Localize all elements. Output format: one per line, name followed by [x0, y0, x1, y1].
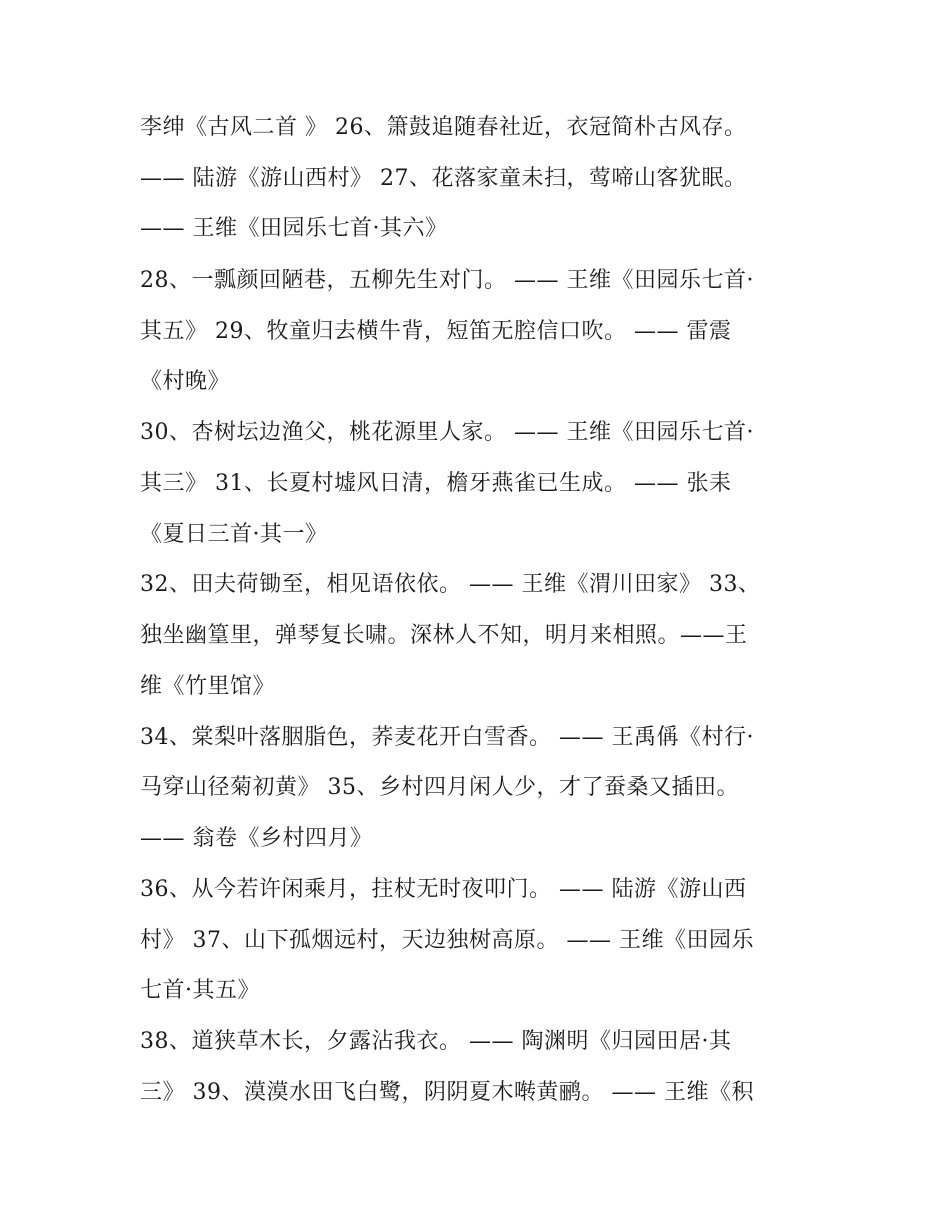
text-line: 28、一瓢颜回陋巷，五柳先生对门。 —— 王维《田园乐七首· [140, 268, 754, 293]
text-line: 38、道狭草木长，夕露沾我衣。 —— 陶渊明《归园田居·其 [140, 1029, 732, 1054]
text-line: 独坐幽篁里，弹琴复长啸。深林人不知，明月来相照。——王 [140, 623, 748, 648]
text-line: —— 翁卷《乡村四月》 [140, 826, 373, 851]
text-line: 其三》 31、长夏村墟风日清，檐牙燕雀已生成。 —— 张耒 [140, 471, 732, 496]
text-line: 36、从今若许闲乘月，拄杖无时夜叩门。 —— 陆游《游山西 [140, 877, 747, 902]
text-line: 三》 39、漠漠水田飞白鹭，阴阴夏木啭黄鹂。 —— 王维《积 [140, 1080, 754, 1105]
text-line: —— 王维《田园乐七首·其六》 [140, 216, 448, 241]
text-line: 七首·其五》 [140, 978, 260, 1003]
text-line: 维《竹里馆》 [140, 674, 276, 699]
text-line: 李绅《古风二首 》 26、箫鼓追随春社近，衣冠简朴古风存。 [140, 115, 747, 140]
text-line: 32、田夫荷锄至，相见语依依。 —— 王维《渭川田家》 33、 [140, 572, 761, 597]
text-line: —— 陆游《游山西村》 27、花落家童未扫，莺啼山客犹眠。 [140, 166, 747, 191]
text-line: 《村晚》 [140, 369, 231, 394]
text-line: 34、棠梨叶落胭脂色，荞麦花开白雪香。 —— 王禹偁《村行· [140, 725, 754, 750]
text-line: 《夏日三首·其一》 [140, 522, 328, 547]
text-line: 30、杏树坛边渔父，桃花源里人家。 —— 王维《田园乐七首· [140, 420, 754, 445]
text-line: 村》 37、山下孤烟远村，天边独树高原。 —— 王维《田园乐 [140, 928, 754, 953]
text-line: 其五》 29、牧童归去横牛背，短笛无腔信口吹。 —— 雷震 [140, 319, 732, 344]
text-line: 马穿山径菊初黄》 35、乡村四月闲人少，才了蚕桑又插田。 [140, 775, 739, 800]
